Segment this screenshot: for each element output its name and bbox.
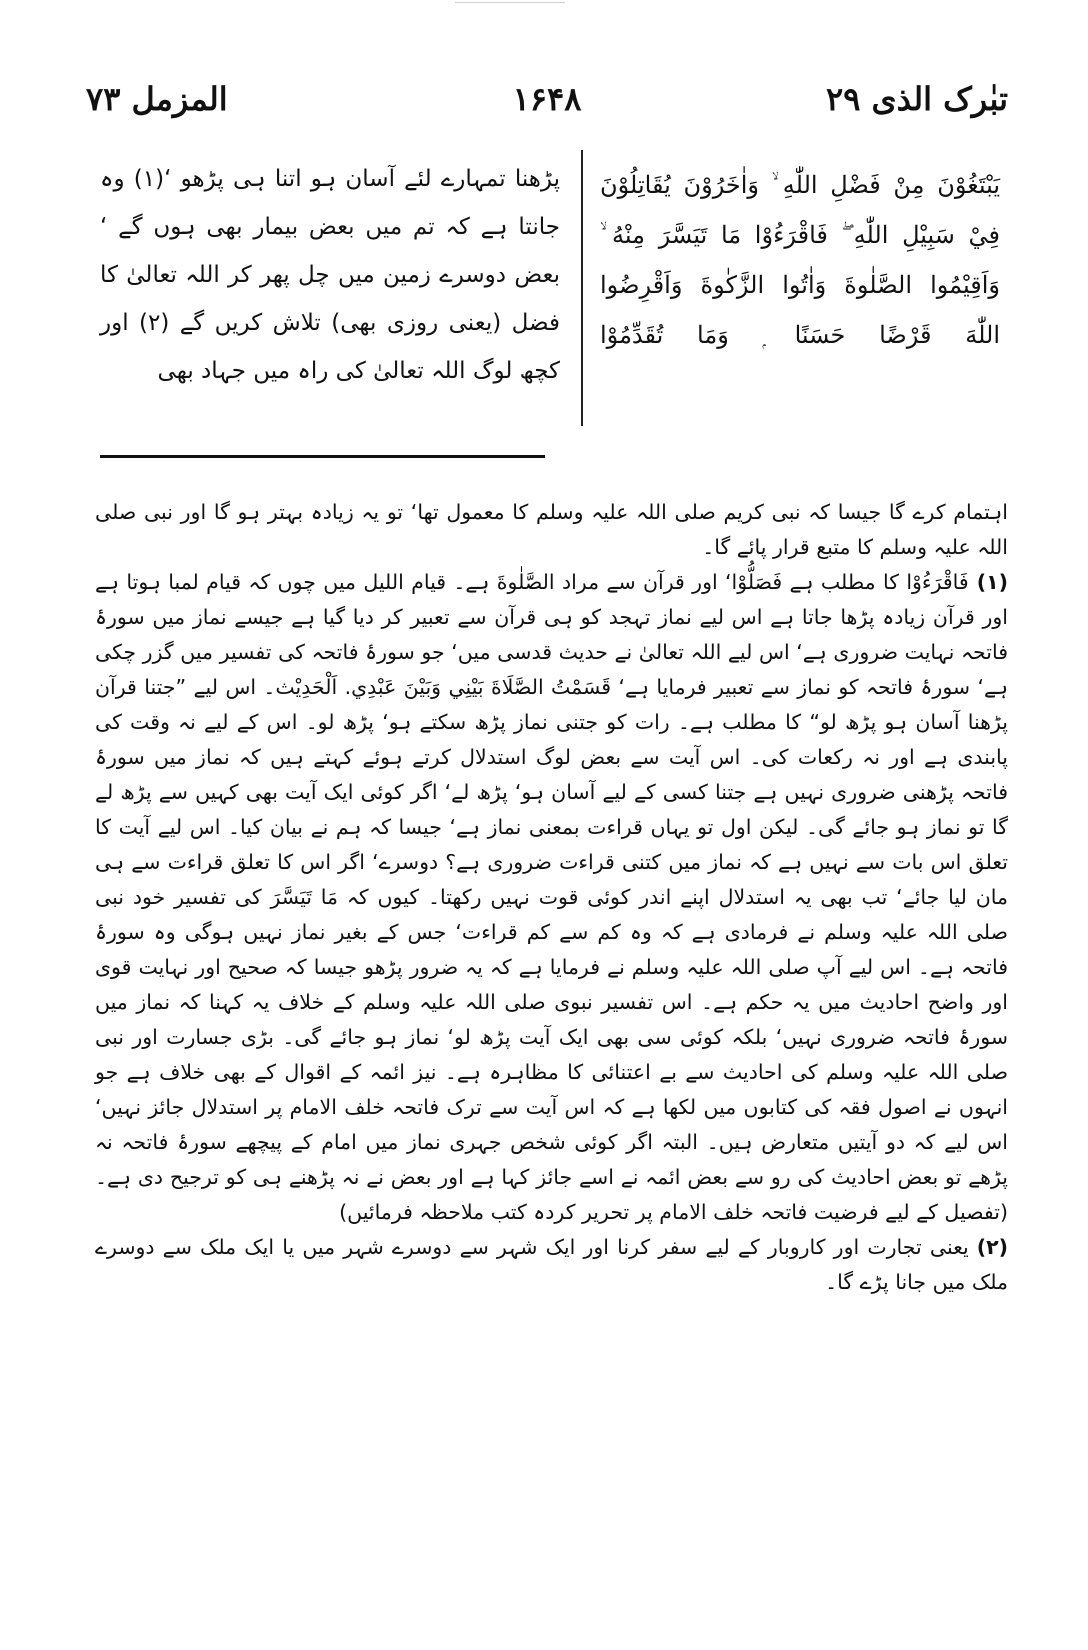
column-divider — [581, 150, 583, 426]
quran-verse: يَبْتَغُوْنَ مِنْ فَضْلِ اللّٰهِ ۙ وَاٰخَرُوْنَ يُقَاتِلُوْنَ فِيْ سَبِيْلِ اللّٰهِ ۖ فَاقْرَءُوْا مَا تَيَسَّرَ مِنْهُ ۙ وَاَقِيْمُوا الصَّلٰوةَ وَاٰتُوا الزَّكٰوةَ وَاَقْرِضُوا اللّٰهَ قَرْضًا حَسَنًا ۭ وَمَا تُقَدِّمُوْا — [600, 171, 1000, 349]
footnote-1 — [95, 565, 1008, 1230]
footnote-separator — [100, 455, 545, 458]
page-number: ۱۶۴۸ — [512, 80, 582, 118]
footnote-2-text: یعنی تجارت اور کاروبار کے لیے سفر کرنا اور ایک شہر سے دوسرے شہر میں یا ایک ملک سے دوسرے ملک میں جانا پڑے گا۔ — [95, 1235, 1008, 1294]
page-header — [86, 80, 1008, 130]
urdu-translation: پڑھنا تمہارے لئے آسان ہو اتنا ہی پڑھو ‘(۱) وہ جانتا ہے کہ تم میں بعض بیمار بھی ہوں گے ‘ بعض دوسرے زمین میں چل پھر کر اللہ تعالیٰ کا فضل (یعنی روزی بھی) تلاش کریں گے (۲) اور کچھ لوگ اللہ تعالیٰ کی راہ میں جہاد بھی — [100, 166, 560, 384]
footnote-1-text: فَاقْرَءُوْا کا مطلب ہے فَصَلُّوْا‘ اور قرآن سے مراد الصَّلٰوةَ ہے۔ قیام اللیل میں چوں کہ قیام لمبا ہوتا ہے اور قرآن زیادہ پڑھا جاتا ہے اس لیے نماز تہجد کو ہی قرآن سے تعبیر کر دیا گیا ہے جیسے نماز میں سورۂ فاتحہ نہایت ضروری ہے‘ اس لیے اللہ تعالیٰ نے حدیث قدسی میں‘ جو سورۂ فاتحہ کی تفسیر میں گزر چکی ہے‘ سورۂ فاتحہ کو نماز سے تعبیر فرمایا ہے‘ قَسَمْتُ الصَّلَاةَ بَيْنِي وَبَيْنَ عَبْدِي. اَلْحَدِيْث۔ اس لیے ”جتنا قرآن پڑھنا آسان ہو پڑھ لو“ کا مطلب ہے۔ رات کو جتنی نماز پڑھ سکتے ہو‘ پڑھ لو۔ اس کے لیے نہ وقت کی پابندی ہے اور نہ رکعات کی۔ اس آیت سے بعض لوگ استدلال کرتے ہوئے کہتے ہیں کہ نماز میں سورۂ فاتحہ پڑھنی ضروری نہیں ہے جتنا کسی کے لیے آسان ہو‘ پڑھ لے‘ اگر کوئی ایک آیت بھی کہیں سے پڑھ لے گا تو نماز ہو جائے گی۔ لیکن اول تو یہاں قراءت بمعنی نماز ہے‘ جیسا کہ ہم نے بیان کیا۔ اس لیے آیت کا تعلق اس بات سے نہیں ہے کہ نماز میں کتنی قراءت ضروری ہے؟ دوسرے‘ اگر اس کا تعلق قراءت سے ہی مان لیا جائے‘ تب بھی یہ استدلال اپنے اندر کوئی قوت نہیں رکھتا۔ کیوں کہ مَا تَيَسَّرَ کی تفسیر خود نبی صلی اللہ علیہ وسلم نے فرمادی ہے کہ وہ کم سے کم قراءت‘ جس کے بغیر نماز نہیں ہوگی وہ سورۂ فاتحہ ہے۔ اس لیے آپ صلی اللہ علیہ وسلم نے فرمایا ہے کہ یہ ضرور پڑھو جیسا کہ صحیح اور نہایت قوی اور واضح احادیث میں یہ حکم ہے۔ اس تفسیر نبوی صلی اللہ علیہ وسلم کے خلاف یہ کہنا کہ نماز میں سورۂ فاتحہ ضروری نہیں‘ بلکہ کوئی سی بھی ایک آیت پڑھ لو‘ نماز ہو جائے گی۔ بڑی جسارت اور نبی صلی اللہ علیہ وسلم کی احادیث سے بے اعتنائی کا مظاہرہ ہے۔ نیز ائمہ کے اقوال کے بھی خلاف ہے جو انہوں نے اصول فقہ کی کتابوں میں لکھا ہے کہ اس آیت سے ترک فاتحہ خلف الامام پر استدلال جائز نہیں‘ اس لیے کہ دو آیتیں متعارض ہیں۔ البتہ اگر کوئی شخص جہری نماز میں امام کے پیچھے سورۂ فاتحہ نہ پڑھے تو بعض احادیث کی رو سے بعض ائمہ نے اسے جائز کہا ہے اور بعض نے نہ پڑھنے ہی کو ترجیح دی ہے۔ (تفصیل کے لیے فرضیت فاتحہ خلف الامام پر تحریر کردہ کتب ملاحظہ فرمائیں) — [95, 570, 1008, 1224]
surah-name: المزمل ۷۳ — [86, 80, 228, 118]
top-rule — [455, 2, 565, 3]
footnote-2-marker: (۲) — [976, 1235, 1008, 1259]
footnote-2 — [95, 1230, 1008, 1300]
commentary-continuation: اہتمام کرے گا جیسا کہ نبی کریم صلی اللہ علیہ وسلم کا معمول تھا‘ تو یہ زیادہ بہتر ہو گا اور نبی صلی اللہ علیہ وسلم کا متبع قرار پائے گا۔ — [95, 500, 1008, 559]
footnote-1-marker: (۱) — [976, 570, 1008, 594]
commentary — [95, 495, 1008, 1300]
para-name: تبٰرک الذی ۲۹ — [826, 80, 1008, 118]
